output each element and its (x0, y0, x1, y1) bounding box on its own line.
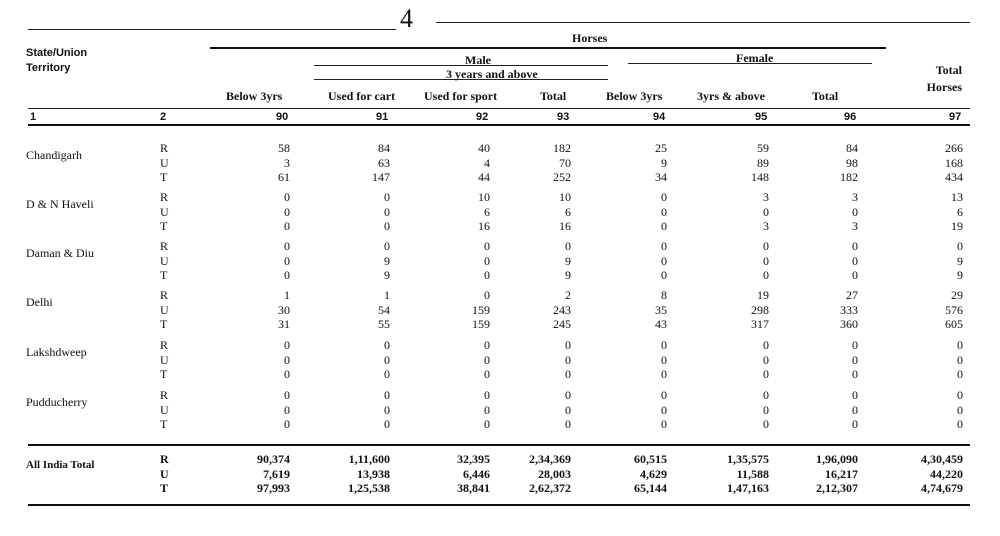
cell-value: 9 (565, 268, 571, 282)
page-number: 4 (400, 4, 413, 33)
cell-value: 8 (661, 288, 667, 302)
cell-value: 0 (484, 367, 490, 381)
cell-value: 0 (852, 402, 858, 417)
cell-value: 34 (655, 170, 667, 184)
cell-value: 0 (957, 402, 963, 417)
row-type-label: U (160, 302, 169, 317)
cell-value: 0 (565, 352, 571, 367)
row-type-label: U (160, 204, 169, 219)
cell-value: 0 (852, 253, 858, 268)
cell-value: 0 (661, 417, 667, 431)
cell-value: 3 (852, 190, 858, 204)
male-header: Male (465, 53, 491, 67)
cell-value: 0 (763, 204, 769, 219)
female-header: Female (736, 51, 774, 65)
male-rule (314, 65, 608, 66)
horses-header: Horses (572, 31, 608, 45)
cell-value: 168 (945, 155, 963, 170)
state-name: D & N Haveli (26, 197, 94, 211)
cell-value: 58 (278, 141, 290, 155)
cell-value: 159 (472, 302, 490, 317)
cell-value: 0 (763, 253, 769, 268)
cell-value: 0 (763, 239, 769, 253)
column-header: Below 3yrs (606, 89, 663, 103)
column-number: 94 (653, 111, 666, 123)
cell-value: 13 (951, 190, 963, 204)
cell-value: 19 (757, 288, 769, 302)
cell-value: 0 (661, 268, 667, 282)
cell-value: 3 (852, 219, 858, 233)
cell-value: 0 (763, 388, 769, 402)
row-type-label: R (160, 388, 169, 402)
cell-value: 30 (278, 302, 290, 317)
cell-value: 84 (378, 141, 390, 155)
column-number: 97 (949, 111, 962, 123)
cell-value: 3 (763, 219, 769, 233)
cell-value: 70 (559, 155, 571, 170)
cell-value: 0 (284, 367, 290, 381)
cell-value: 65,144 (634, 481, 667, 495)
top-rule-right (436, 22, 970, 23)
cell-value: 0 (565, 239, 571, 253)
cell-value: 84 (846, 141, 858, 155)
cell-value: 1,47,163 (727, 481, 769, 495)
cell-value: 10 (559, 190, 571, 204)
cell-value: 7,619 (263, 466, 290, 481)
cell-value: 0 (957, 367, 963, 381)
cell-value: 0 (661, 219, 667, 233)
cell-value: 243 (553, 302, 571, 317)
cell-value: 0 (763, 402, 769, 417)
cell-value: 2,34,369 (529, 452, 571, 466)
row-type-label: U (160, 466, 169, 481)
cell-value: 0 (852, 268, 858, 282)
cell-value: 6,446 (463, 466, 490, 481)
row-type-label: R (160, 288, 169, 302)
female-rule (628, 63, 872, 64)
cell-value: 19 (951, 219, 963, 233)
cell-value: 0 (852, 239, 858, 253)
cell-value: 0 (284, 338, 290, 352)
cell-value: 333 (840, 302, 858, 317)
cell-value: 61 (278, 170, 290, 184)
state-name: All India Total (26, 459, 95, 471)
row-type-label: T (160, 481, 169, 495)
cell-value: 0 (384, 239, 390, 253)
cell-value: 360 (840, 317, 858, 331)
cell-value: 16,217 (825, 466, 858, 481)
row-type-label: U (160, 155, 169, 170)
cell-value: 0 (565, 417, 571, 431)
cell-value: 0 (661, 352, 667, 367)
cell-value: 0 (852, 338, 858, 352)
cell-value: 0 (957, 338, 963, 352)
cell-value: 6 (565, 204, 571, 219)
cell-value: 0 (484, 288, 490, 302)
cell-value: 1,96,090 (816, 452, 858, 466)
cell-value: 9 (661, 155, 667, 170)
cell-value: 6 (957, 204, 963, 219)
cell-value: 63 (378, 155, 390, 170)
cell-value: 4,30,459 (921, 452, 963, 466)
cell-value: 0 (484, 338, 490, 352)
cell-value: 29 (951, 288, 963, 302)
state-name: Daman & Diu (26, 246, 94, 260)
cell-value: 9 (384, 268, 390, 282)
cell-value: 148 (751, 170, 769, 184)
cell-value: 298 (751, 302, 769, 317)
cell-value: 0 (284, 402, 290, 417)
cell-value: 1,25,538 (348, 481, 390, 495)
cell-value: 0 (484, 402, 490, 417)
cell-value: 245 (553, 317, 571, 331)
cell-value: 434 (945, 170, 963, 184)
cell-value: 0 (852, 417, 858, 431)
row-type-label: T (160, 317, 168, 331)
cell-value: 44,220 (930, 466, 963, 481)
row-type-label: U (160, 352, 169, 367)
cell-value: 0 (484, 253, 490, 268)
column-number: 2 (160, 111, 167, 123)
cell-value: 0 (661, 190, 667, 204)
state-name: Pudducherry (26, 395, 88, 409)
cell-value: 0 (661, 338, 667, 352)
cell-value: 0 (565, 367, 571, 381)
cell-value: 0 (384, 388, 390, 402)
column-number: 92 (476, 111, 489, 123)
row-type-label: T (160, 417, 168, 431)
cell-value: 0 (957, 239, 963, 253)
cell-value: 605 (945, 317, 963, 331)
cell-value: 0 (284, 239, 290, 253)
cell-value: 0 (661, 402, 667, 417)
cell-value: 1,35,575 (727, 452, 769, 466)
cell-value: 0 (957, 352, 963, 367)
cell-value: 38,841 (457, 481, 490, 495)
cell-value: 44 (478, 170, 490, 184)
cell-value: 10 (478, 190, 490, 204)
top-rule-left (28, 29, 396, 30)
total-horses-header: Total Horses (926, 63, 962, 94)
column-number: 95 (755, 111, 768, 123)
cell-value: 0 (384, 219, 390, 233)
cell-value: 182 (840, 170, 858, 184)
cell-value: 32,395 (457, 452, 490, 466)
column-header: Total (812, 89, 839, 103)
cell-value: 159 (472, 317, 490, 331)
cell-value: 0 (384, 352, 390, 367)
cell-value: 0 (484, 268, 490, 282)
cell-value: 28,003 (538, 466, 571, 481)
cell-value: 27 (846, 288, 858, 302)
row-type-label: T (160, 219, 168, 233)
row-type-label: R (160, 338, 169, 352)
cell-value: 35 (655, 302, 667, 317)
cell-value: 90,374 (257, 452, 290, 466)
cell-value: 0 (384, 367, 390, 381)
cell-value: 0 (763, 417, 769, 431)
cell-value: 0 (484, 417, 490, 431)
cell-value: 98 (846, 155, 858, 170)
cell-value: 16 (478, 219, 490, 233)
male-3yrs-header: 3 years and above (446, 67, 538, 81)
cell-value: 0 (384, 204, 390, 219)
cell-value: 11,588 (736, 466, 769, 481)
cell-value: 252 (553, 170, 571, 184)
state-ut-header: State/Union Territory (26, 47, 88, 74)
column-number: 91 (376, 111, 389, 123)
cell-value: 0 (484, 239, 490, 253)
cell-value: 0 (284, 268, 290, 282)
cell-value: 2,62,372 (529, 481, 571, 495)
column-number-rule (28, 124, 970, 126)
cell-value: 182 (553, 141, 571, 155)
cell-value: 0 (565, 388, 571, 402)
state-name: Chandigarh (26, 148, 82, 162)
cell-value: 0 (852, 367, 858, 381)
cell-value: 0 (284, 388, 290, 402)
cell-value: 16 (559, 219, 571, 233)
cell-value: 0 (284, 219, 290, 233)
cell-value: 0 (384, 402, 390, 417)
cell-value: 25 (655, 141, 667, 155)
cell-value: 0 (284, 352, 290, 367)
cell-value: 59 (757, 141, 769, 155)
horses-rule (210, 47, 886, 49)
cell-value: 1 (384, 288, 390, 302)
cell-value: 0 (565, 338, 571, 352)
cell-value: 9 (957, 253, 963, 268)
cell-value: 3 (284, 155, 290, 170)
cell-value: 0 (763, 268, 769, 282)
cell-value: 266 (945, 141, 963, 155)
cell-value: 4 (484, 155, 490, 170)
cell-value: 0 (763, 367, 769, 381)
row-type-label: R (160, 141, 169, 155)
column-number: 93 (557, 111, 570, 123)
row-type-label: T (160, 268, 168, 282)
cell-value: 0 (852, 204, 858, 219)
male-3yrs-rule (314, 79, 608, 80)
cell-value: 97,993 (257, 481, 290, 495)
column-header: Used for cart (328, 89, 396, 103)
cell-value: 0 (661, 253, 667, 268)
cell-value: 89 (757, 155, 769, 170)
column-number: 1 (30, 111, 37, 123)
column-header: Used for sport (424, 89, 498, 103)
cell-value: 1 (284, 288, 290, 302)
row-type-label: R (160, 190, 169, 204)
row-type-label: R (160, 452, 169, 466)
cell-value: 0 (284, 417, 290, 431)
row-type-label: T (160, 170, 168, 184)
column-header: Below 3yrs (226, 89, 283, 103)
state-name: Lakshdweep (26, 345, 87, 359)
cell-value: 0 (284, 253, 290, 268)
cell-value: 60,515 (634, 452, 667, 466)
cell-value: 1,11,600 (348, 452, 390, 466)
cell-value: 317 (751, 317, 769, 331)
cell-value: 9 (565, 253, 571, 268)
cell-value: 0 (957, 388, 963, 402)
total-top-rule (28, 444, 970, 446)
cell-value: 0 (661, 388, 667, 402)
cell-value: 54 (378, 302, 390, 317)
cell-value: 0 (565, 402, 571, 417)
cell-value: 9 (384, 253, 390, 268)
cell-value: 0 (763, 338, 769, 352)
header-bottom-rule (28, 108, 970, 109)
column-number: 96 (844, 111, 857, 123)
cell-value: 0 (661, 239, 667, 253)
column-header: Total (540, 89, 567, 103)
cell-value: 0 (484, 352, 490, 367)
cell-value: 2,12,307 (816, 481, 858, 495)
cell-value: 3 (763, 190, 769, 204)
cell-value: 0 (661, 367, 667, 381)
cell-value: 0 (852, 388, 858, 402)
state-name: Delhi (26, 295, 53, 309)
row-type-label: R (160, 239, 169, 253)
cell-value: 0 (384, 338, 390, 352)
cell-value: 147 (372, 170, 390, 184)
bottom-rule (28, 504, 970, 506)
cell-value: 0 (484, 388, 490, 402)
cell-value: 576 (945, 302, 963, 317)
cell-value: 0 (957, 417, 963, 431)
cell-value: 6 (484, 204, 490, 219)
cell-value: 0 (661, 204, 667, 219)
row-type-label: U (160, 253, 169, 268)
cell-value: 0 (763, 352, 769, 367)
column-number: 90 (276, 111, 289, 123)
cell-value: 0 (284, 190, 290, 204)
cell-value: 31 (278, 317, 290, 331)
cell-value: 4,629 (640, 466, 667, 481)
cell-value: 0 (284, 204, 290, 219)
cell-value: 0 (384, 417, 390, 431)
cell-value: 40 (478, 141, 490, 155)
cell-value: 55 (378, 317, 390, 331)
column-header: 3yrs & above (697, 89, 765, 103)
cell-value: 0 (384, 190, 390, 204)
row-type-label: T (160, 367, 168, 381)
cell-value: 2 (565, 288, 571, 302)
row-type-label: U (160, 402, 169, 417)
cell-value: 4,74,679 (921, 481, 963, 495)
cell-value: 0 (852, 352, 858, 367)
cell-value: 13,938 (357, 466, 390, 481)
cell-value: 43 (655, 317, 667, 331)
cell-value: 9 (957, 268, 963, 282)
